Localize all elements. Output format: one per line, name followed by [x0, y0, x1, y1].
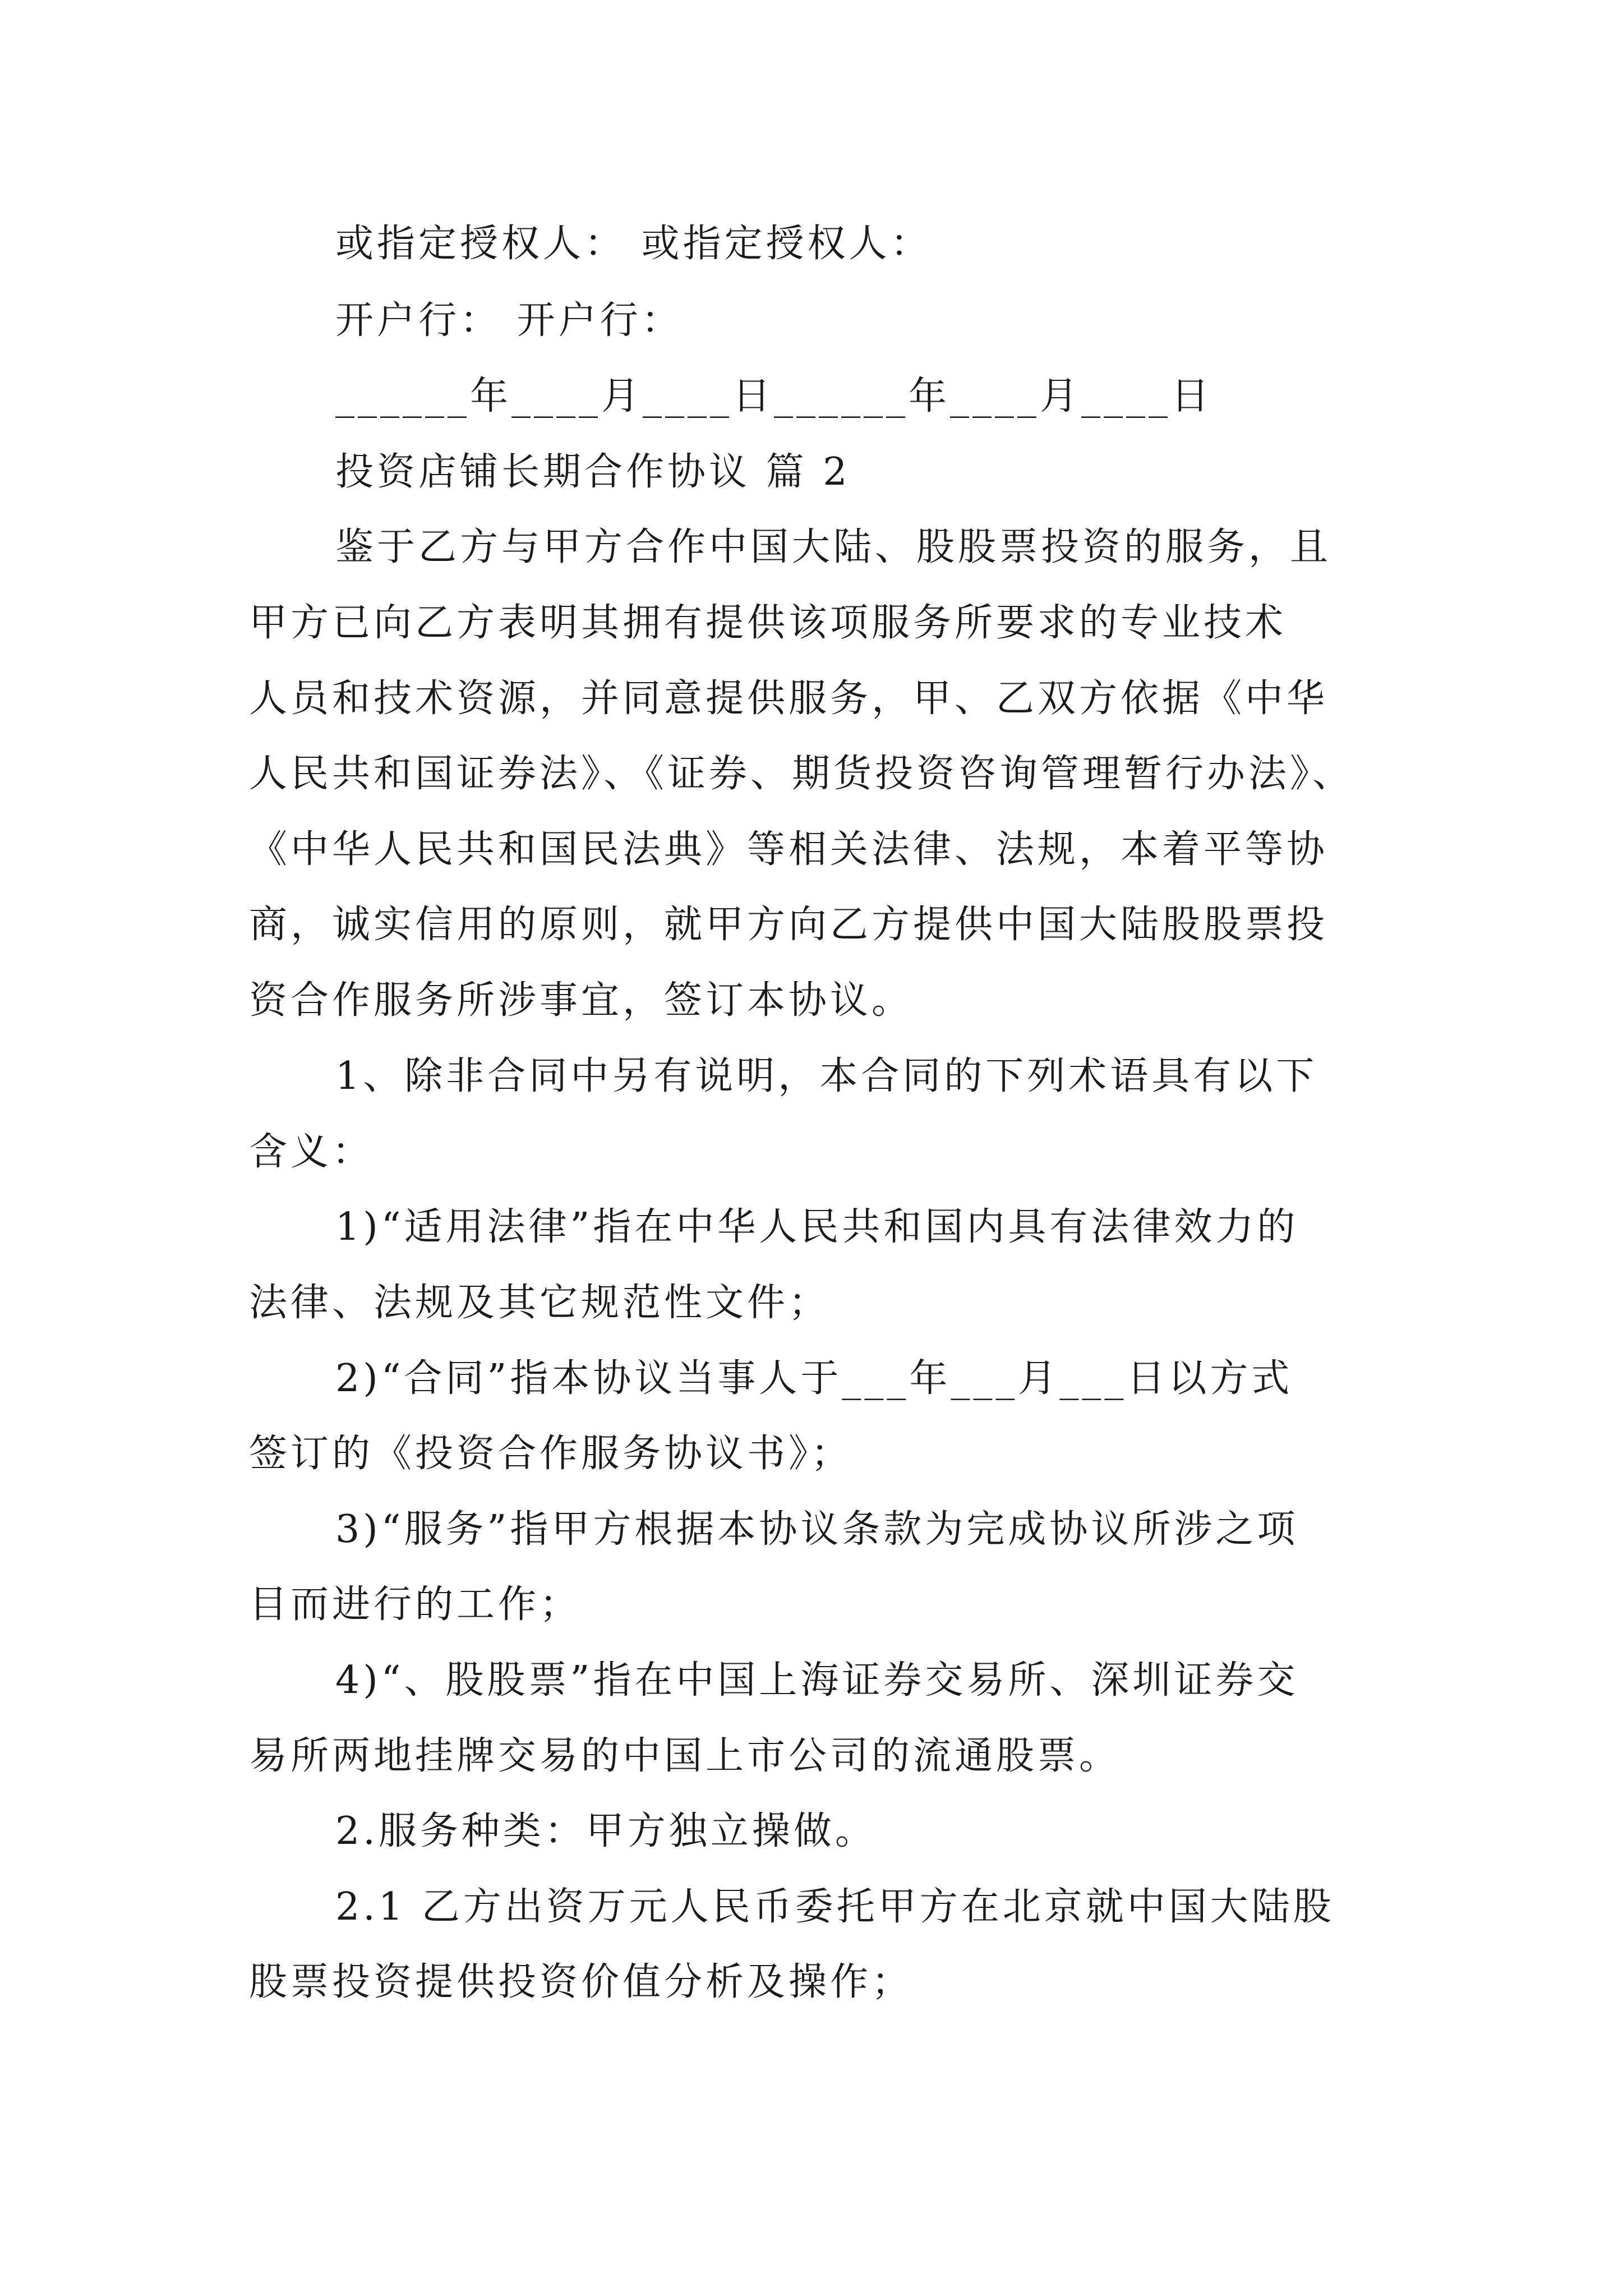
clause-line: 含义：	[249, 1130, 374, 1174]
paragraph-line: 《中华人民共和国民法典》等相关法律、法规，本着平等协	[249, 827, 1329, 872]
clause-line: 1、除非合同中另有说明，本合同的下列术语具有以下	[335, 1054, 1318, 1098]
paragraph-line: 鉴于乙方与甲方合作中国大陆、股股票投资的服务，且	[335, 525, 1332, 569]
definition-line: 目而进行的工作；	[249, 1582, 582, 1627]
clause-line: 2.1 乙方出资万元人民币委托甲方在北京就中国大陆股	[335, 1885, 1335, 1929]
definition-line: 2)“合同”指本协议当事人于___年___月___日以方式	[335, 1356, 1293, 1401]
paragraph-line: 人员和技术资源，并同意提供服务，甲、乙双方依据《中华	[249, 677, 1329, 721]
definition-line: 4)“、股股票”指在中国上海证券交易所、深圳证券交	[335, 1658, 1299, 1703]
paragraph-line: 甲方已向乙方表明其拥有提供该项服务所要求的专业技术	[249, 601, 1287, 645]
date-line: ______年____月____日______年____月____日	[335, 374, 1213, 418]
section-title: 投资店铺长期合作协议 篇 2	[335, 450, 851, 494]
definition-line: 法律、法规及其它规范性文件；	[249, 1281, 831, 1325]
definition-line: 3)“服务”指甲方根据本协议条款为完成协议所涉之项	[335, 1507, 1299, 1552]
service-type-line: 2.服务种类：甲方独立操做。	[335, 1809, 877, 1853]
definition-line: 1)“适用法律”指在中华人民共和国内具有法律效力的	[335, 1205, 1299, 1249]
clause-line: 股票投资提供投资价值分析及操作；	[249, 1960, 914, 2004]
definition-line: 易所两地挂牌交易的中国上市公司的流通股票。	[249, 1734, 1121, 1778]
paragraph-line: 资合作服务所涉事宜，签订本协议。	[249, 978, 914, 1023]
paragraph-line: 商，诚实信用的原则，就甲方向乙方提供中国大陆股股票投	[249, 903, 1329, 947]
bank-line: 开户行： 开户行：	[335, 298, 683, 343]
definition-line: 签订的《投资合作服务协议书》；	[249, 1432, 853, 1476]
paragraph-line: 人民共和国证券法》、《证券、期货投资咨询管理暂行办法》、	[249, 752, 1354, 796]
authorized-person-line: 或指定授权人： 或指定授权人：	[335, 222, 932, 266]
